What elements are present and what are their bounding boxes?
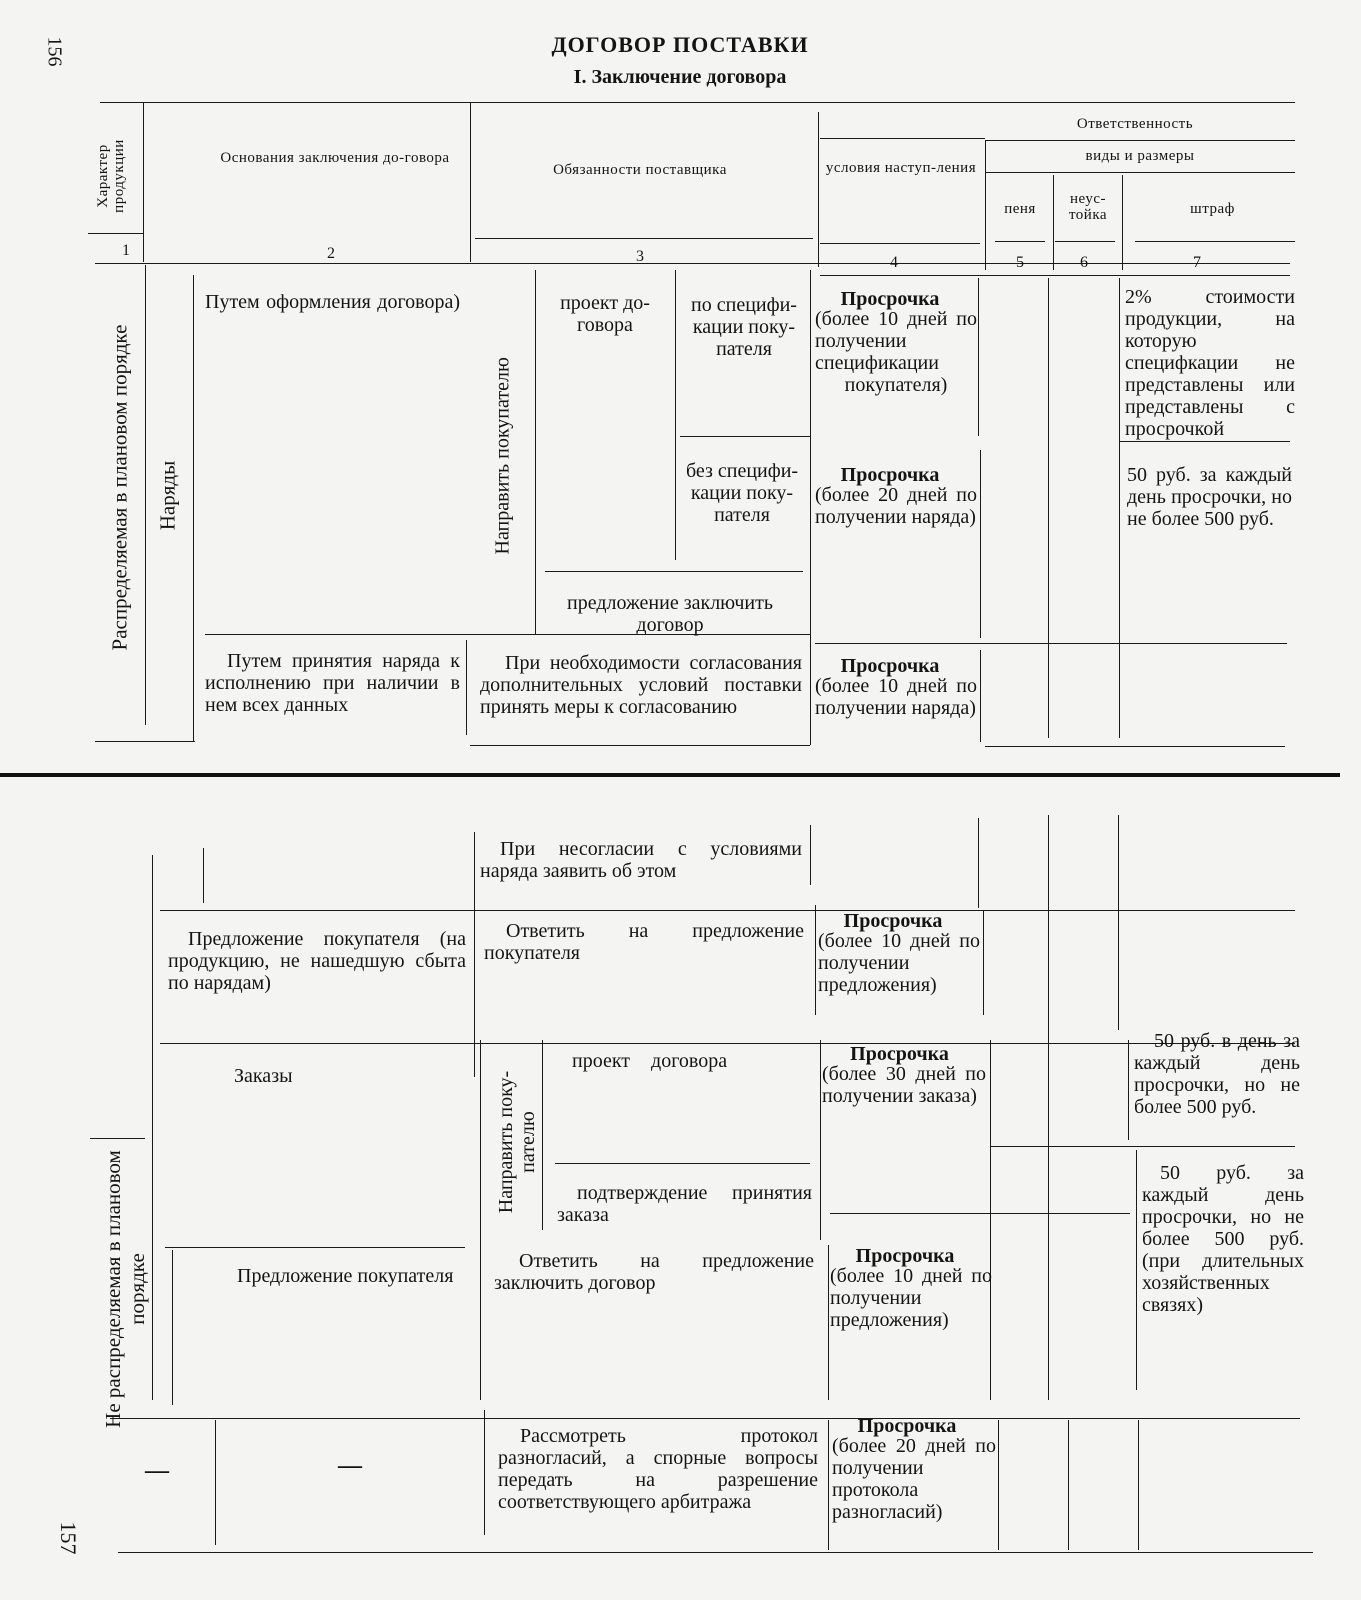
column-number: 5 [1016,254,1024,271]
basis-buyer-offer: Предложение покупателя [237,1265,454,1287]
condition-title: Просрочка [857,1415,957,1437]
page-number-bottom: 157 [56,1521,81,1555]
without-buyer-spec: без специфи-кации поку-пателя [685,460,799,526]
rule [193,275,194,742]
direct-to-buyer: Направить поку-пателю [495,1070,539,1214]
condition-text: (более 30 дней по получении заказа) [822,1063,986,1107]
condition-text: (более 10 дней по получении наряда) [815,675,977,719]
rule [985,140,986,270]
basis-buyer-offer-unsold: Предложение покупателя (на продукцию, не нашедшую сбыта по нарядам) [168,928,466,994]
column-number: 2 [327,245,335,262]
column-number: 1 [122,242,130,259]
condition-title: Просрочка [840,288,940,310]
rule [480,1040,481,1400]
rule [995,241,1045,242]
rule [1048,278,1049,738]
rule [983,910,984,1015]
column-number: 7 [1193,254,1201,271]
offer-to-conclude: предложение заключить договор [567,592,773,636]
rule [1120,441,1290,442]
rule [100,102,1295,103]
basis-group-orders: Наряды [155,460,180,531]
by-buyer-spec: по специфи-кации поку-пателя [691,294,797,360]
rule [542,1040,543,1230]
rule [978,278,979,436]
draft-contract: проект до-говора [560,292,650,336]
header-conditions: условия наступ-ления [825,160,977,176]
rule [1128,1040,1129,1140]
condition-title: Просрочка [850,1043,949,1065]
duty-disagree: При несогласии с условиями наряда заявить об этом [480,838,802,882]
condition-text: (более 10 дней по получении предложения) [818,930,980,996]
rule [145,265,146,725]
rule [484,1410,485,1535]
rule [990,1040,991,1400]
header-neustoyka: неус-тойка [1068,191,1108,223]
rule [545,571,803,572]
rule [160,910,1295,911]
rule [1135,241,1295,242]
condition-title: Просрочка [855,1245,955,1267]
rule [474,832,475,1077]
rule [985,172,1295,173]
rule [1122,175,1123,270]
rule [818,112,819,267]
rule [1136,1150,1137,1390]
rule [978,818,979,908]
rule [1068,1420,1069,1550]
rule [555,1163,810,1164]
header-kinds-sizes: виды и размеры [1085,148,1195,164]
condition-title: Просрочка [843,910,943,932]
rule [215,1420,216,1545]
dash: — [338,1453,362,1479]
rule [810,825,811,885]
rule [980,650,981,742]
header-shtraf: штраф [1190,201,1235,217]
rule [1048,815,1049,1400]
confirm-order: подтверждение принятия заказа [557,1182,812,1226]
rule [980,450,981,638]
condition-text: (более 10 дней по получении предложения) [830,1265,992,1331]
basis-contract: Путем оформления договора) [205,291,460,313]
rule [160,1043,1295,1044]
condition-text: (более 10 дней по получении спецификации покупателя) [815,308,977,396]
rule [203,848,204,903]
rule [820,243,980,244]
column-number: 4 [890,254,898,271]
fine-text: 2% стоимости продукции, на которую специфкации не представлены или представлены с просрочкой [1125,286,1295,440]
rule [143,102,144,262]
duty-answer-offer-conclude: Ответить на предложение заключить договор [494,1250,814,1294]
duty-answer-offer: Ответить на предложение покупателя [484,920,804,964]
rule [118,1552,1313,1553]
section-subtitle: I. Заключение договора [573,66,787,88]
rule [828,1245,829,1400]
header-penya: пеня [1004,201,1036,217]
rule [152,855,153,1400]
condition-text: (более 20 дней по получении протокола разногласий) [832,1435,996,1523]
draft-contract: проект договора [572,1050,728,1072]
rule [165,1247,465,1248]
fine-text: 50 руб. за каждый день просрочки, но не более 500 руб. [1127,464,1292,530]
rule [830,1213,1130,1214]
rule [1053,175,1054,270]
rule [535,270,536,635]
page-number-top: 156 [43,36,66,67]
duty-agree-conditions: При необходимости согласования дополнительных условий поставки принять меры к согласованию [480,652,802,718]
rule [1119,278,1120,738]
rule [815,905,816,1015]
condition-title: Просрочка [840,655,940,677]
rule [820,1040,821,1240]
document-title: ДОГОВОР ПОСТАВКИ [551,32,809,57]
rule [1138,1420,1139,1550]
rule [95,741,195,742]
rule [470,102,471,262]
fine-text: 50 руб. в день за каждый день просрочки, но не более 500 руб. [1134,1030,1300,1118]
rule [815,643,1287,644]
header-responsibility: Ответственность [1076,116,1194,132]
rule [675,270,676,560]
rule [1055,241,1115,242]
fine-text: 50 руб. за каждый день просрочки, но не более 500 руб. (при длительных хозяйственных связях) [1142,1162,1304,1316]
rule [985,140,1295,141]
rule [810,270,811,745]
page-separator [0,773,1340,777]
rule [680,436,810,437]
rule [998,1420,999,1550]
category-planned: Распределяемая в плановом порядке [107,324,132,651]
header-supplier-duties: Обязанности поставщика [553,162,727,178]
dash: — [145,1458,169,1484]
rule [475,238,813,239]
column-number: 6 [1080,254,1088,271]
rule [985,746,1285,747]
rule [820,138,985,139]
condition-text: (более 20 дней по получении наряда) [815,484,977,528]
rule [110,1418,1300,1419]
rule [820,275,1290,276]
rule [1118,815,1119,1030]
category-not-planned: Не распределяемая в плановом порядке [101,1150,149,1428]
direct-to-buyer: Направить покупателю [491,357,514,555]
basis-accept-order: Путем принятия наряда к исполнению при наличии в нем всех данных [205,650,460,716]
rule [172,1250,173,1405]
rule [990,1146,1295,1147]
basis-orders: Заказы [234,1065,293,1087]
column-number: 3 [636,248,644,265]
rule [466,640,467,735]
header-product-character: Характер продукции [95,139,127,213]
duty-review-protocol: Рассмотреть протокол разногласий, а спорные вопросы передать на разрешение соответствующего арбитража [498,1425,818,1513]
rule [95,263,1290,264]
rule [828,1420,829,1550]
rule [470,745,810,746]
condition-title: Просрочка [840,464,940,486]
header-contract-basis: Основания заключения до-говора [220,150,450,166]
rule [90,1138,145,1139]
